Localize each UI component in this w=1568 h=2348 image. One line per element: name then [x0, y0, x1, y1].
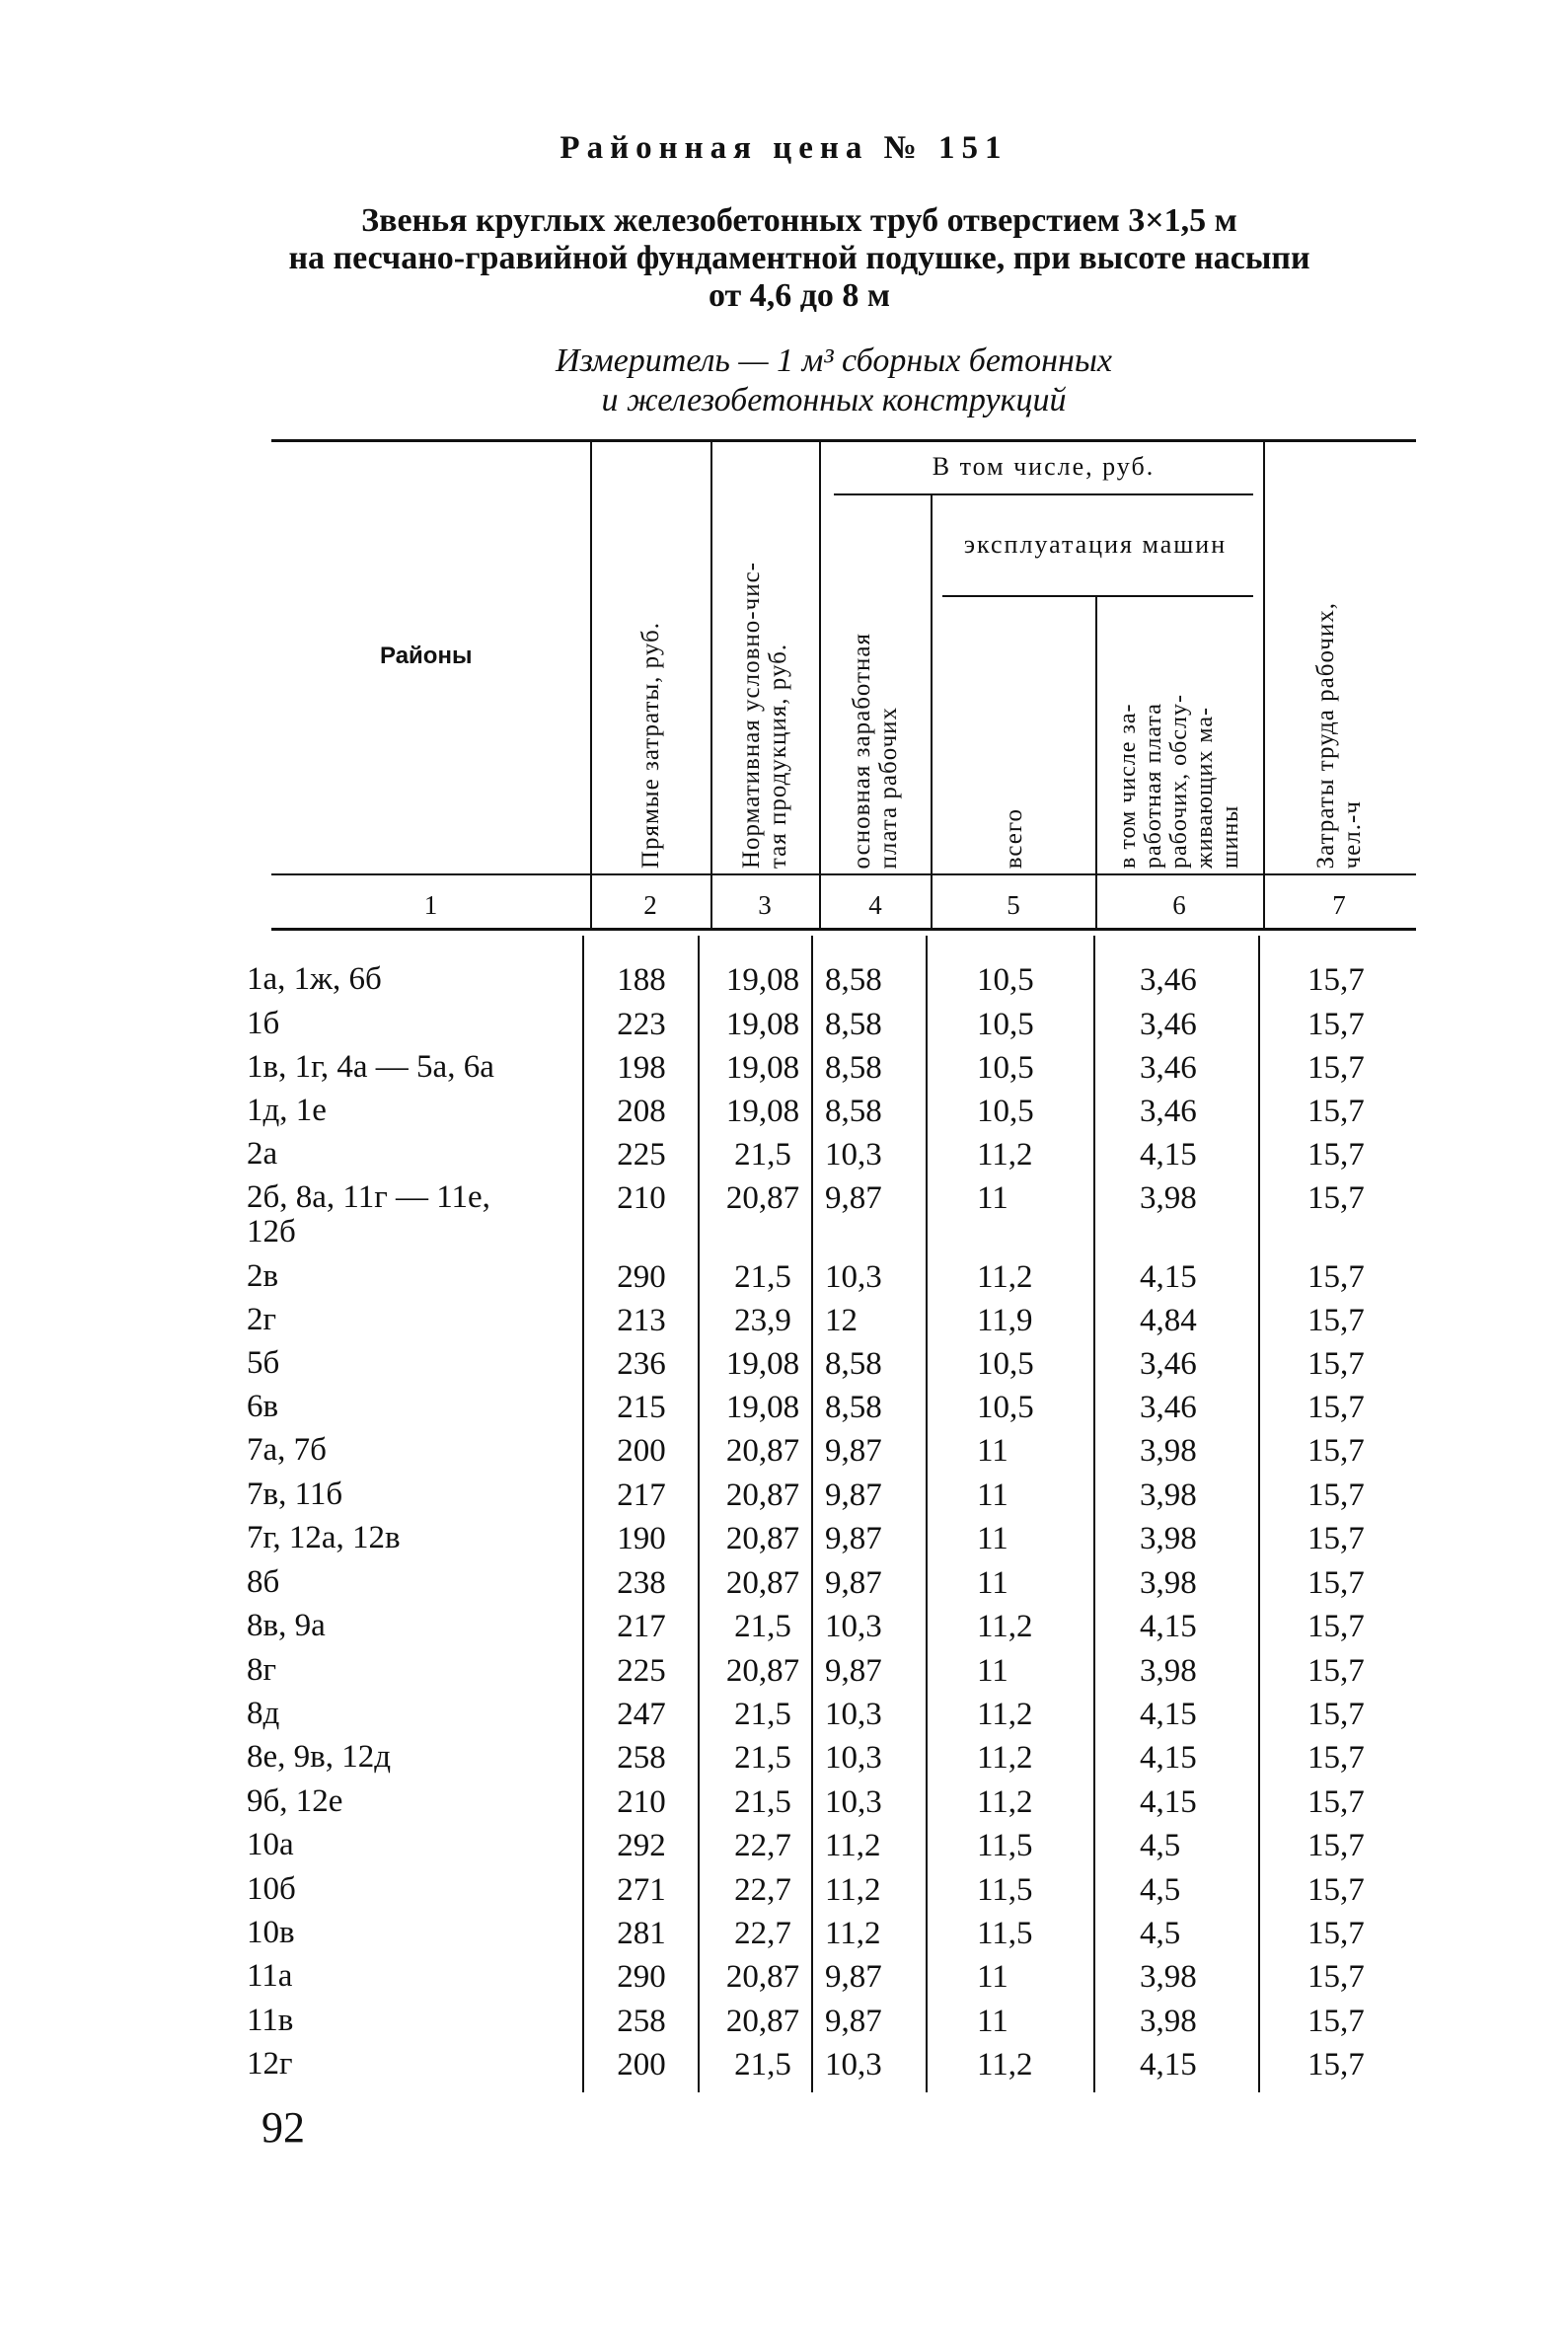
region-cell: 10б	[247, 1871, 296, 1907]
base-wage-cell: 9,87	[825, 2004, 882, 2039]
base-wage-cell: 9,87	[825, 1477, 882, 1513]
machines-total-cell: 11	[977, 1433, 1008, 1469]
header-incl-wage: в том числе за- работная плата рабочих, обслу- живающих ма- шины	[1115, 694, 1243, 869]
body-divider	[1093, 936, 1095, 2092]
direct-costs-cell: 217	[617, 1609, 666, 1644]
direct-costs-cell: 200	[617, 2047, 666, 2083]
labor-cell: 15,7	[1307, 1916, 1365, 1951]
normative-cell: 19,08	[725, 1390, 800, 1425]
region-cell: 1а, 1ж, 6б	[247, 961, 382, 997]
normative-cell: 20,87	[725, 1959, 800, 1995]
normative-cell: 20,87	[725, 2004, 800, 2039]
direct-costs-cell: 292	[617, 1828, 666, 1863]
machines-wage-cell: 3,98	[1140, 1565, 1197, 1601]
machines-wage-cell: 4,84	[1140, 1303, 1197, 1338]
normative-cell: 21,5	[734, 1137, 791, 1173]
direct-costs-cell: 190	[617, 1521, 666, 1556]
base-wage-cell: 10,3	[825, 1697, 882, 1732]
machines-total-cell: 11	[977, 1653, 1008, 1689]
header-base-wage: основная заработная плата рабочих	[849, 632, 902, 869]
direct-costs-cell: 271	[617, 1872, 666, 1908]
direct-costs-cell: 225	[617, 1137, 666, 1173]
machines-wage-cell: 3,98	[1140, 1521, 1197, 1556]
machines-total-cell: 11,2	[977, 1137, 1033, 1173]
direct-costs-cell: 198	[617, 1050, 666, 1086]
table-top-rule	[271, 439, 1416, 442]
labor-cell: 15,7	[1307, 1653, 1365, 1689]
column-number: 4	[868, 890, 882, 920]
region-cell: 9б, 12е	[247, 1783, 343, 1819]
colnum-bottom-rule	[271, 928, 1416, 931]
region-cell: 8е, 9в, 12д	[247, 1739, 392, 1775]
machines-total-cell: 11,5	[977, 1828, 1033, 1863]
direct-costs-cell: 238	[617, 1565, 666, 1601]
incl-group-rule	[834, 493, 1253, 495]
header-direct-costs: Прямые затраты, руб.	[636, 621, 664, 869]
labor-cell: 15,7	[1307, 1697, 1365, 1732]
base-wage-cell: 8,58	[825, 1050, 882, 1086]
direct-costs-cell: 215	[617, 1390, 666, 1425]
header-machines-group: эксплуатация машин	[963, 530, 1228, 559]
machines-wage-cell: 3,46	[1140, 1346, 1197, 1382]
base-wage-cell: 8,58	[825, 1094, 882, 1129]
labor-cell: 15,7	[1307, 1784, 1365, 1820]
region-cell: 8г	[247, 1652, 277, 1688]
region-cell: 7а, 7б	[247, 1432, 327, 1468]
region-cell: 7в, 11б	[247, 1477, 343, 1512]
machines-wage-cell: 4,15	[1140, 1784, 1197, 1820]
page-number: 92	[261, 2103, 305, 2152]
direct-costs-cell: 258	[617, 1740, 666, 1776]
labor-cell: 15,7	[1307, 1828, 1365, 1863]
machines-total-cell: 11	[977, 1959, 1008, 1995]
base-wage-cell: 9,87	[825, 1521, 882, 1556]
region-cell: 12г	[247, 2046, 293, 2082]
column-number: 7	[1332, 890, 1346, 920]
region-cell: 8д	[247, 1696, 280, 1731]
region-cell: 1б	[247, 1006, 280, 1041]
base-wage-cell: 9,87	[825, 1180, 882, 1216]
machines-wage-cell: 3,46	[1140, 962, 1197, 998]
region-cell: 10в	[247, 1915, 295, 1950]
header-normative: Нормативная условно-чис- тая продукция, руб.	[738, 561, 791, 869]
direct-costs-cell: 223	[617, 1007, 666, 1042]
body-divider	[698, 936, 700, 2092]
region-cell: 1д, 1е	[247, 1093, 327, 1128]
machines-wage-cell: 3,46	[1140, 1094, 1197, 1129]
machines-wage-cell: 4,15	[1140, 1740, 1197, 1776]
machines-total-cell: 10,5	[977, 1346, 1034, 1382]
labor-cell: 15,7	[1307, 1565, 1365, 1601]
normative-cell: 19,08	[725, 962, 800, 998]
normative-cell: 20,87	[725, 1521, 800, 1556]
machines-total-cell: 11	[977, 1565, 1008, 1601]
header-bottom-rule	[271, 873, 1416, 875]
body-divider	[926, 936, 928, 2092]
machines-wage-cell: 4,15	[1140, 1609, 1197, 1644]
machines-total-cell: 11,5	[977, 1916, 1033, 1951]
machines-total-cell: 10,5	[977, 1390, 1034, 1425]
machines-total-cell: 11,2	[977, 1740, 1033, 1776]
normative-cell: 20,87	[725, 1477, 800, 1513]
direct-costs-cell: 188	[617, 962, 666, 998]
region-cell: 2г	[247, 1302, 277, 1337]
machines-total-cell: 11	[977, 1521, 1008, 1556]
labor-cell: 15,7	[1307, 2004, 1365, 2039]
labor-cell: 15,7	[1307, 962, 1365, 998]
base-wage-cell: 9,87	[825, 1565, 882, 1601]
region-cell: 11а	[247, 1958, 293, 1994]
column-number: 3	[758, 890, 772, 920]
direct-costs-cell: 210	[617, 1180, 666, 1216]
normative-cell: 22,7	[734, 1872, 791, 1908]
direct-costs-cell: 210	[617, 1784, 666, 1820]
machines-total-cell: 11	[977, 2004, 1008, 2039]
normative-cell: 21,5	[734, 1740, 791, 1776]
machines-total-cell: 11,2	[977, 1609, 1033, 1644]
machines-total-cell: 11,5	[977, 1872, 1033, 1908]
normative-cell: 22,7	[734, 1828, 791, 1863]
normative-cell: 19,08	[725, 1007, 800, 1042]
labor-cell: 15,7	[1307, 1521, 1365, 1556]
machines-wage-cell: 3,98	[1140, 1477, 1197, 1513]
machines-wage-cell: 3,46	[1140, 1050, 1197, 1086]
base-wage-cell: 9,87	[825, 1959, 882, 1995]
normative-cell: 19,08	[725, 1346, 800, 1382]
machines-wage-cell: 4,15	[1140, 2047, 1197, 2083]
labor-cell: 15,7	[1307, 1137, 1365, 1173]
normative-cell: 20,87	[725, 1180, 800, 1216]
base-wage-cell: 9,87	[825, 1653, 882, 1689]
normative-cell: 21,5	[734, 1259, 791, 1295]
base-wage-cell: 8,58	[825, 962, 882, 998]
machines-wage-cell: 4,5	[1140, 1872, 1181, 1908]
region-cell: 10а	[247, 1827, 294, 1862]
region-cell: 8б	[247, 1564, 280, 1600]
machines-wage-cell: 3,98	[1140, 1433, 1197, 1469]
machines-total-cell: 11,2	[977, 1259, 1033, 1295]
direct-costs-cell: 236	[617, 1346, 666, 1382]
labor-cell: 15,7	[1307, 1609, 1365, 1644]
machines-total-cell: 11,2	[977, 2047, 1033, 2083]
machines-total-cell: 10,5	[977, 1007, 1034, 1042]
machines-wage-cell: 4,15	[1140, 1697, 1197, 1732]
labor-cell: 15,7	[1307, 1346, 1365, 1382]
labor-cell: 15,7	[1307, 1390, 1365, 1425]
normative-cell: 21,5	[734, 1697, 791, 1732]
machines-wage-cell: 3,46	[1140, 1390, 1197, 1425]
machines-wage-cell: 3,98	[1140, 1180, 1197, 1216]
header-labor: Затраты труда рабочих, чел.-ч	[1312, 601, 1366, 869]
direct-costs-cell: 290	[617, 1959, 666, 1995]
region-cell: 6в	[247, 1389, 279, 1424]
labor-cell: 15,7	[1307, 2047, 1365, 2083]
normative-cell: 20,87	[725, 1653, 800, 1689]
column-number: 6	[1172, 890, 1186, 920]
base-wage-cell: 10,3	[825, 1137, 882, 1173]
machines-wage-cell: 3,98	[1140, 1959, 1197, 1995]
base-wage-cell: 10,3	[825, 1740, 882, 1776]
base-wage-cell: 8,58	[825, 1007, 882, 1042]
machines-total-cell: 11,2	[977, 1784, 1033, 1820]
labor-cell: 15,7	[1307, 1433, 1365, 1469]
direct-costs-cell: 247	[617, 1697, 666, 1732]
direct-costs-cell: 258	[617, 2004, 666, 2039]
normative-cell: 20,87	[725, 1565, 800, 1601]
direct-costs-cell: 208	[617, 1094, 666, 1129]
column-number: 2	[643, 890, 657, 920]
labor-cell: 15,7	[1307, 1180, 1365, 1216]
machines-wage-cell: 4,5	[1140, 1828, 1181, 1863]
normative-cell: 20,87	[725, 1433, 800, 1469]
machines-wage-cell: 4,15	[1140, 1137, 1197, 1173]
labor-cell: 15,7	[1307, 1094, 1365, 1129]
body-divider	[582, 936, 584, 2092]
header-incl-group: В том числе, руб.	[932, 452, 1156, 481]
body-divider	[1258, 936, 1260, 2092]
region-cell: 7г, 12а, 12в	[247, 1520, 401, 1555]
base-wage-cell: 9,87	[825, 1433, 882, 1469]
labor-cell: 15,7	[1307, 1959, 1365, 1995]
labor-cell: 15,7	[1307, 1303, 1365, 1338]
machines-group-rule	[942, 595, 1253, 597]
region-cell: 1в, 1г, 4а — 5а, 6а	[247, 1049, 494, 1085]
normative-cell: 21,5	[734, 1609, 791, 1644]
machines-wage-cell: 4,15	[1140, 1259, 1197, 1295]
machines-total-cell: 11	[977, 1180, 1008, 1216]
base-wage-cell: 10,3	[825, 1609, 882, 1644]
machines-wage-cell: 3,98	[1140, 2004, 1197, 2039]
base-wage-cell: 11,2	[825, 1872, 881, 1908]
direct-costs-cell: 213	[617, 1303, 666, 1338]
base-wage-cell: 12	[825, 1303, 858, 1338]
machines-total-cell: 10,5	[977, 1050, 1034, 1086]
machines-total-cell: 10,5	[977, 1094, 1034, 1129]
direct-costs-cell: 281	[617, 1916, 666, 1951]
direct-costs-cell: 200	[617, 1433, 666, 1469]
base-wage-cell: 8,58	[825, 1346, 882, 1382]
labor-cell: 15,7	[1307, 1050, 1365, 1086]
region-cell: 2в	[247, 1258, 279, 1294]
header-regions: Районы	[380, 643, 473, 669]
normative-cell: 22,7	[734, 1916, 791, 1951]
labor-cell: 15,7	[1307, 1740, 1365, 1776]
normative-cell: 21,5	[734, 1784, 791, 1820]
column-number: 1	[423, 890, 438, 920]
column-number: 5	[1007, 890, 1020, 920]
labor-cell: 15,7	[1307, 1259, 1365, 1295]
labor-cell: 15,7	[1307, 1007, 1365, 1042]
region-cell: 2б, 8а, 11г — 11е, 12б	[247, 1179, 490, 1250]
direct-costs-cell: 217	[617, 1477, 666, 1513]
labor-cell: 15,7	[1307, 1477, 1365, 1513]
machines-wage-cell: 3,46	[1140, 1007, 1197, 1042]
direct-costs-cell: 290	[617, 1259, 666, 1295]
table-subtitle: Звенья круглых железобетонных труб отверстием 3×1,5 м на песчано-гравийной фундаментной подушке, при высоте насыпи от 4,6 до 8 м	[288, 202, 1310, 314]
base-wage-cell: 10,3	[825, 1259, 882, 1295]
base-wage-cell: 10,3	[825, 2047, 882, 2083]
region-cell: 5б	[247, 1345, 280, 1381]
base-wage-cell: 8,58	[825, 1390, 882, 1425]
normative-cell: 19,08	[725, 1094, 800, 1129]
machines-wage-cell: 4,5	[1140, 1916, 1181, 1951]
machines-total-cell: 10,5	[977, 962, 1034, 998]
region-cell: 11в	[247, 2003, 294, 2038]
base-wage-cell: 11,2	[825, 1916, 881, 1951]
machines-wage-cell: 3,98	[1140, 1653, 1197, 1689]
normative-cell: 21,5	[734, 2047, 791, 2083]
direct-costs-cell: 225	[617, 1653, 666, 1689]
header-total: всего	[1000, 807, 1027, 869]
normative-cell: 23,9	[734, 1303, 791, 1338]
normative-cell: 19,08	[725, 1050, 800, 1086]
machines-total-cell: 11,2	[977, 1697, 1033, 1732]
machines-total-cell: 11	[977, 1477, 1008, 1513]
machines-total-cell: 11,9	[977, 1303, 1033, 1338]
page-title: Районная цена № 151	[560, 130, 1008, 166]
base-wage-cell: 11,2	[825, 1828, 881, 1863]
base-wage-cell: 10,3	[825, 1784, 882, 1820]
labor-cell: 15,7	[1307, 1872, 1365, 1908]
region-cell: 8в, 9а	[247, 1608, 326, 1643]
measure-unit: Измеритель — 1 м³ сборных бетонных и железобетонных конструкций	[556, 342, 1112, 418]
region-cell: 2а	[247, 1136, 278, 1172]
